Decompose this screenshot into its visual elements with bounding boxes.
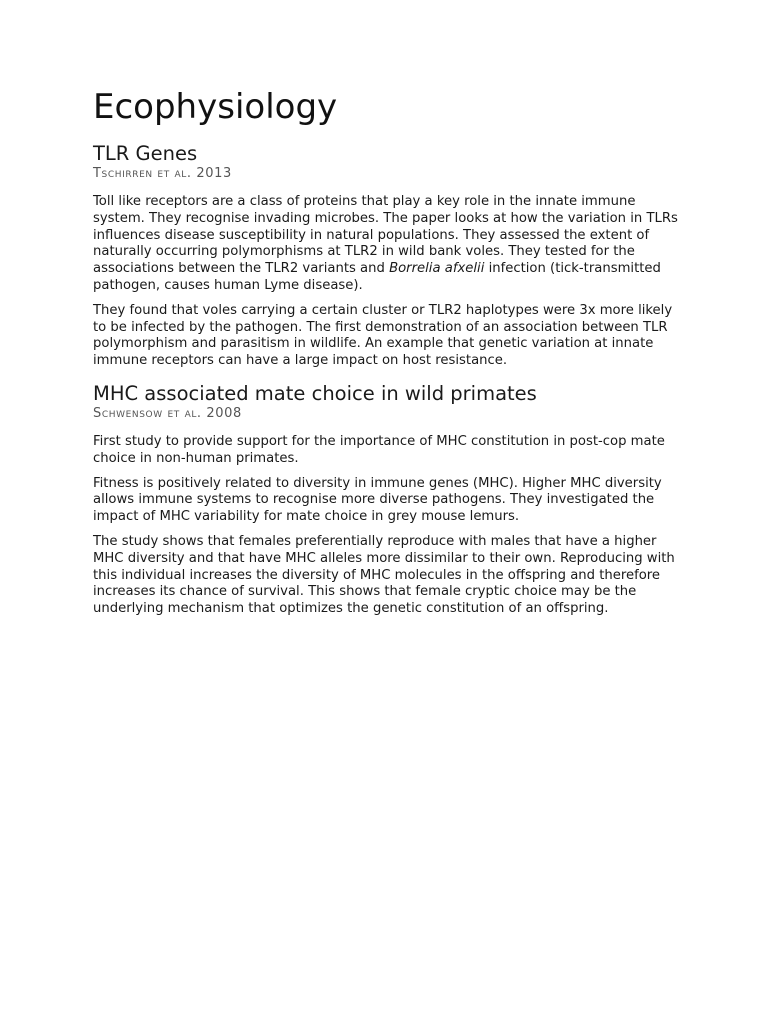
paragraph: They found that voles carrying a certain cluster or TLR2 haplotypes were 3x more likely to be infected by the pathogen. The first demonstration of an association between TLR polymorphism and parasitism in wildlife. An example that genetic variation at innate immune receptors can have a large impact on host resistance.: [93, 302, 673, 369]
paragraph-text: Toll like receptors are a class of proteins that play a key role in the innate immune system. They recognise invading microbes. The paper looks at how the variation in TLRs influences disease susceptibility in natural populations. They assessed the extent of naturally occurring polymorphisms at TLR2 in wild bank voles. They tested for the associations between the TLR2 variants and: [93, 194, 678, 277]
paragraph-text: infection (tick-transmitted pathogen, causes human Lyme disease).: [93, 261, 661, 293]
section-mhc-mate-choice: [93, 382, 683, 618]
document-title: Ecophysiology: [93, 87, 338, 127]
document-page: [93, 86, 683, 626]
section-heading: TLR Genes: [93, 142, 198, 165]
paragraph: [93, 194, 683, 295]
paragraph: First study to provide support for the importance of MHC constitution in post-cop mate choice in non-human primates.: [93, 433, 665, 466]
section-heading: MHC associated mate choice in wild primates: [93, 381, 537, 405]
section-citation: Schwensow et al. 2008: [93, 405, 242, 421]
section-tlr-genes: [93, 142, 683, 370]
section-citation: Tschirren et al. 2013: [93, 166, 232, 181]
paragraph: The study shows that females preferentially reproduce with males that have a higher MHC diversity and that have MHC alleles more dissimilar to their own. Reproducing with this individual increases the diversity of MHC molecules in the offspring and therefore increases its chance of survival. This shows that female cryptic choice may be the underlying mechanism that optimizes the genetic constitution of an offspring.: [93, 533, 675, 617]
species-name: Borrelia afxelii: [389, 261, 485, 277]
paragraph: Fitness is positively related to diversity in immune genes (MHC). Higher MHC diversity allows immune systems to recognise more diverse pathogens. They investigated the impact of MHC variability for mate choice in grey mouse lemurs.: [93, 475, 662, 525]
